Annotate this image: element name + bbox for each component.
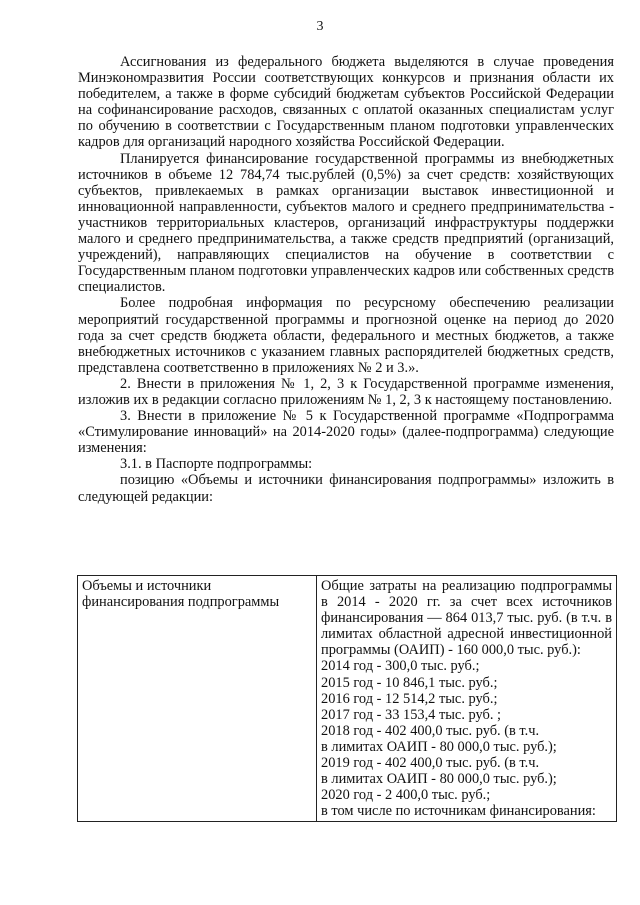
year-line: в лимитах ОАИП - 80 000,0 тыс. руб.); [321, 738, 557, 755]
table-row [78, 576, 617, 822]
year-line: 2014 год - 300,0 тыс. руб.; [321, 658, 480, 675]
paragraph-position-statement: позицию «Объемы и источники финансирования подпрограммы» изложить в следующей редакции: [78, 472, 614, 505]
funding-label: Объемы и источники финансирования подпрограммы [82, 578, 280, 611]
page-number: 3 [316, 19, 324, 34]
paragraph-item-2: 2. Внести в приложения № 1, 2, 3 к Государственной программе изменения, изложив их в редакции согласно приложениям № 1, 2, 3 к настоящему постановлению. [78, 375, 614, 408]
year-line: 2018 год - 402 400,0 тыс. руб. (в т.ч. [321, 722, 540, 739]
year-line: 2020 год - 2 400,0 тыс. руб.; [321, 787, 491, 804]
paragraph-item-3-1: 3.1. в Паспорте подпрограммы: [120, 456, 313, 473]
sources-line: в том числе по источникам финансирования: [321, 803, 596, 820]
year-line: 2019 год - 402 400,0 тыс. руб. (в т.ч. [321, 755, 540, 772]
funding-intro: Общие затраты на реализацию подпрограммы в 2014 - 2020 гг. за счет всех источников финансирования — 864 013,7 тыс. руб. (в т.ч. в лимитах областной адресной инвестиционной программы (ОАИП) - 160 000,0 тыс. руб.): [321, 578, 612, 659]
passport-table [77, 575, 617, 822]
table-cell-label [78, 576, 317, 822]
paragraph-item-3: 3. Внести в приложение № 5 к Государственной программе «Подпрограмма «Стимулирование инноваций» на 2014-2020 годы» (далее-подпрограмма) следующие изменения: [78, 408, 614, 457]
year-line: 2016 год - 12 514,2 тыс. руб.; [321, 690, 498, 707]
year-line: 2017 год - 33 153,4 тыс. руб. ; [321, 706, 502, 723]
paragraph-extrabudgetary-funding: Планируется финансирование государственной программы из внебюджетных источников в объеме 12 784,74 тыс.рублей (0,5%) за счет средств: хозяйствующих субъектов, привлекаемых в рамках организации выставок инвестиционной и инновационной направленности, субъектов малого и среднего предпринимательства - участников территориальных кластеров, организаций инфраструктуры поддержки малого и среднего предпринимательства, а также средств предприятий (организаций, учреждений), направляющих специалистов на обучение в соответствии с Государственным планом подготовки управленческих кадров или собственных средств специалистов. [78, 150, 614, 296]
table-cell-content [317, 576, 617, 822]
year-line: 2015 год - 10 846,1 тыс. руб.; [321, 674, 498, 691]
document-body [78, 54, 614, 505]
paragraph-resource-info: Более подробная информация по ресурсному обеспечению реализации мероприятий государственной программы и прогнозной оценке на период до 2020 года за счет средств бюджета области, федерального и местных бюджетов, а также внебюджетных источников с указанием главных распорядителей бюджетных средств, представлена соответственно в приложениях № 2 и 3.». [78, 295, 614, 376]
paragraph-federal-funding: Ассигнования из федерального бюджета выделяются в случае проведения Минэкономразвития России соответствующих конкурсов и признания области их победителем, а также в форме субсидий бюджетам субъектов Российской Федерации на софинансирование расходов, связанных с оплатой оказанных специалистам услуг по обучению в соответствии с Государственным планом подготовки управленческих кадров для организаций народного хозяйства Российской Федерации. [78, 54, 614, 151]
year-line: в лимитах ОАИП - 80 000,0 тыс. руб.); [321, 771, 557, 788]
